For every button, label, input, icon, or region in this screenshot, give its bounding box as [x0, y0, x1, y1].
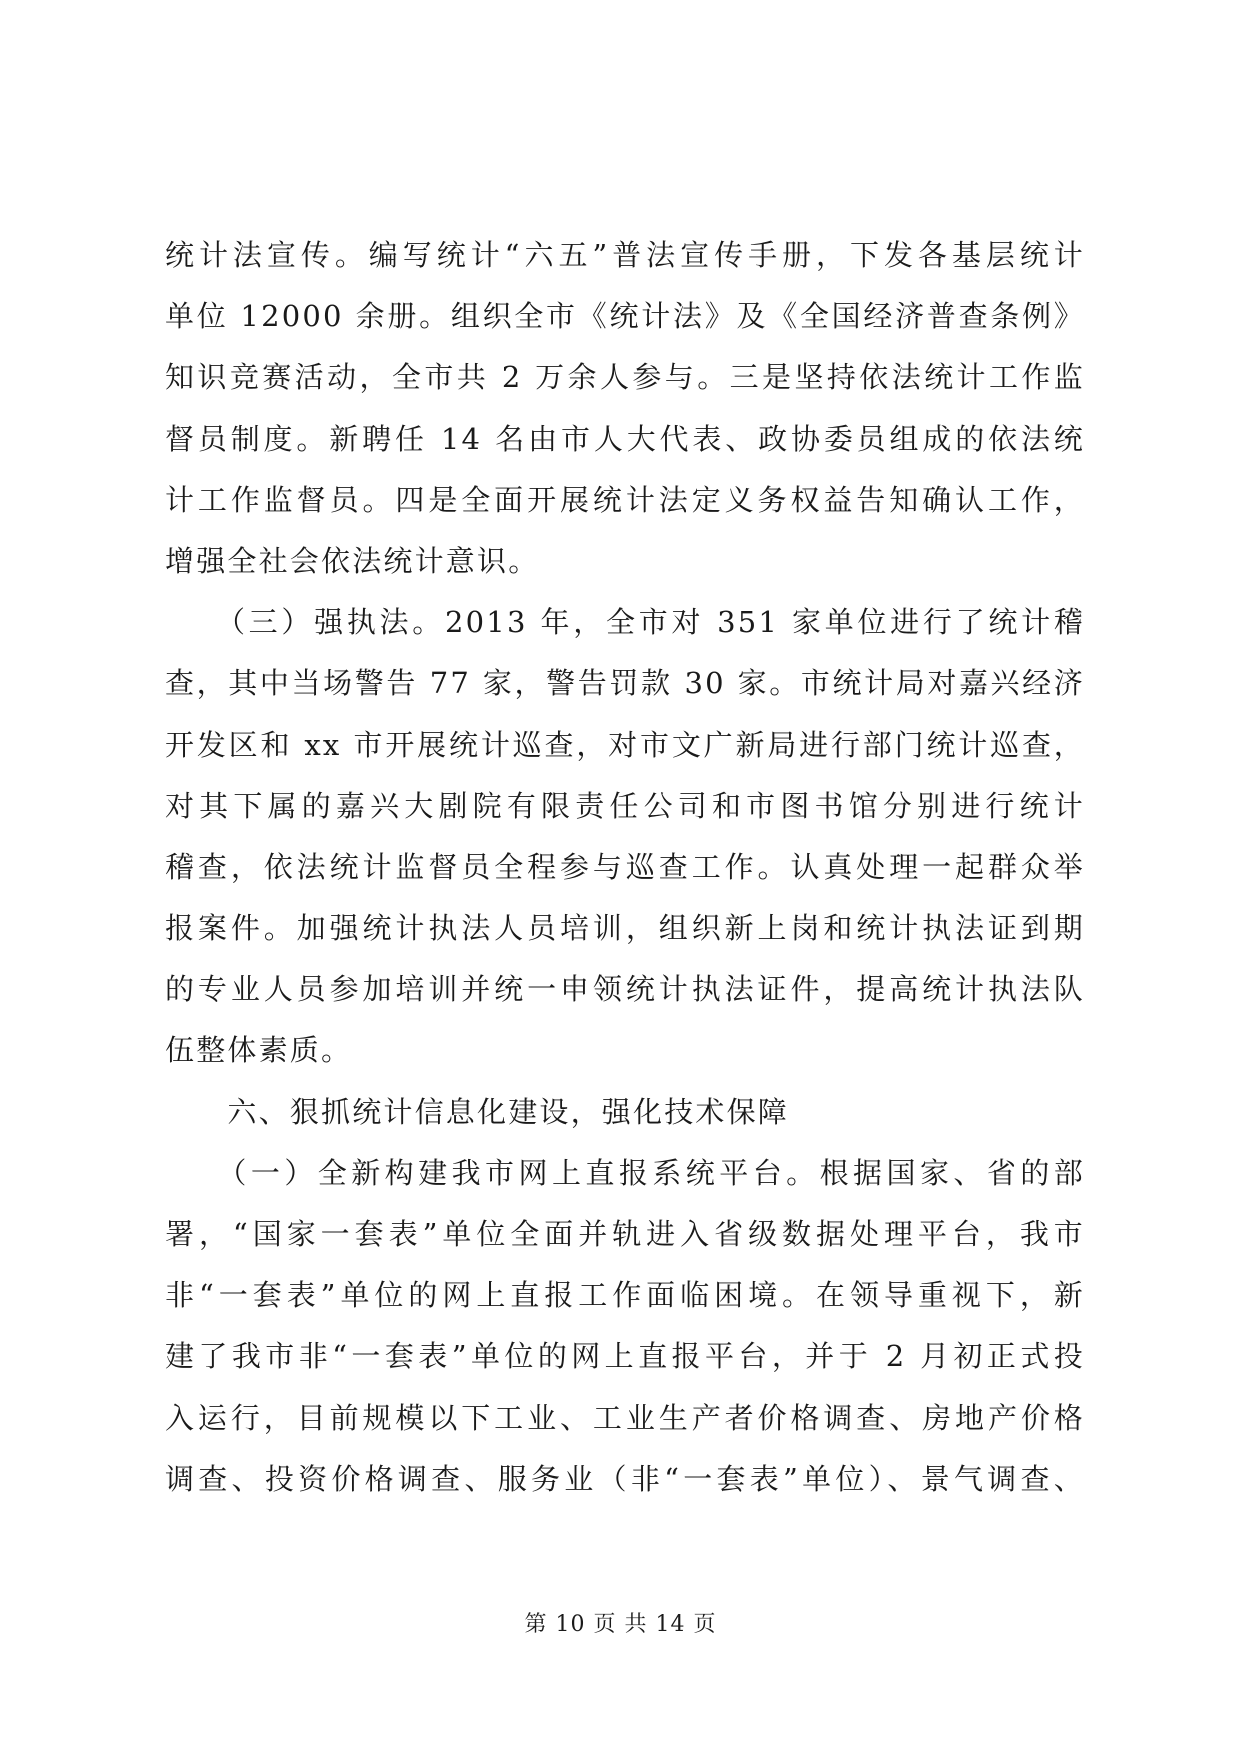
- text-line: （一）全新构建我市网上直报系统平台。根据国家、省的部: [165, 1155, 1085, 1190]
- text-line: 调查、投资价格调查、服务业（非“一套表”单位）、景气调查、: [165, 1461, 1085, 1496]
- text-line: 报案件。加强统计执法人员培训，组织新上岗和统计执法证到期: [165, 911, 1085, 946]
- text-line: 署，“国家一套表”单位全面并轨进入省级数据处理平台，我市: [165, 1217, 1085, 1251]
- text-line: 查，其中当场警告 77 家，警告罚款 30 家。市统计局对嘉兴经济: [165, 666, 1085, 701]
- text-line: 计工作监督员。四是全面开展统计法定义务权益告知确认工作，: [165, 482, 1085, 517]
- text-line: 伍整体素质。: [165, 1033, 353, 1068]
- text-line: 单位 12000 余册。组织全市《统计法》及《全国经济普查条例》: [165, 299, 1085, 334]
- text-line: 非“一套表”单位的网上直报工作面临困境。在领导重视下，新: [165, 1278, 1085, 1313]
- text-line: （三）强执法。2013 年，全市对 351 家单位进行了统计稽: [165, 605, 1085, 640]
- text-line: 建了我市非“一套表”单位的网上直报平台，并于 2 月初正式投: [165, 1339, 1085, 1374]
- section-heading: 六、狠抓统计信息化建设，强化技术保障: [165, 1094, 790, 1129]
- text-line: 知识竞赛活动，全市共 2 万余人参与。三是坚持依法统计工作监: [165, 360, 1085, 395]
- text-line: 开发区和 xx 市开展统计巡查，对市文广新局进行部门统计巡查，: [165, 727, 1085, 762]
- text-line: 增强全社会依法统计意识。: [165, 543, 540, 578]
- text-line: 稽查，依法统计监督员全程参与巡查工作。认真处理一起群众举: [165, 849, 1085, 884]
- page-number-footer: 第 10 页 共 14 页: [524, 1612, 717, 1637]
- text-line: 的专业人员参加培训并统一申领统计执法证件，提高统计执法队: [165, 972, 1085, 1007]
- text-line: 督员制度。新聘任 14 名由市人大代表、政协委员组成的依法统: [165, 421, 1085, 456]
- text-line: 对其下属的嘉兴大剧院有限责任公司和市图书馆分别进行统计: [165, 788, 1085, 823]
- document-body: [165, 225, 1085, 1510]
- text-line: 统计法宣传。编写统计“六五”普法宣传手册，下发各基层统计: [165, 238, 1085, 272]
- text-line: 入运行，目前规模以下工业、工业生产者价格调查、房地产价格: [165, 1400, 1085, 1435]
